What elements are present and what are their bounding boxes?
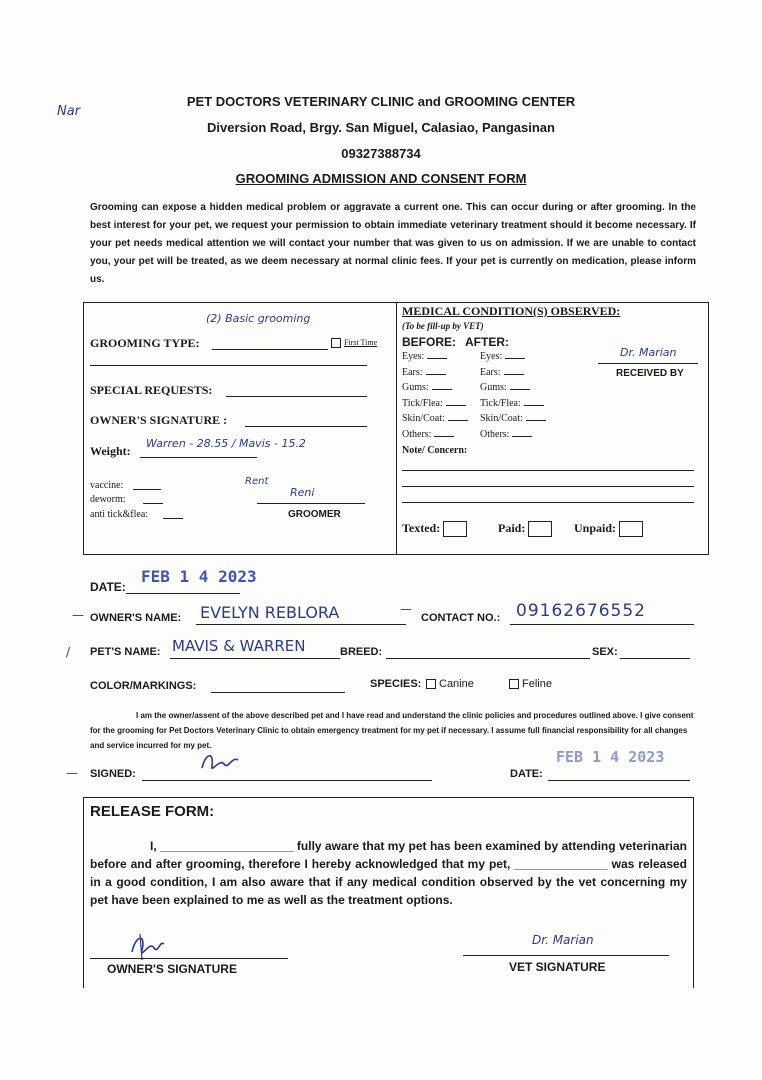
pet-name-field[interactable] [170, 658, 340, 659]
pet-name-label: PET'S NAME: [90, 646, 161, 658]
clinic-address: Diversion Road, Brgy. San Miguel, Calasiao, Pangasinan [207, 120, 555, 135]
release-owner-signature-label: OWNER'S SIGNATURE [107, 962, 237, 976]
canine-option[interactable] [426, 678, 474, 690]
breed-label: BREED: [340, 646, 383, 658]
paid-checkbox[interactable] [528, 521, 552, 537]
release-owner-signature-field[interactable] [90, 958, 288, 959]
before-item-field[interactable] [426, 374, 446, 375]
consent-date-label: DATE: [510, 768, 543, 780]
before-item [402, 351, 468, 367]
before-list [402, 351, 468, 444]
form-title: GROOMING ADMISSION AND CONSENT FORM [235, 171, 527, 186]
grooming-type-label: GROOMING TYPE: [90, 336, 200, 350]
groomer-label: GROOMER [288, 509, 341, 520]
paid-label: Paid: [498, 521, 526, 535]
owner-signature-field[interactable] [245, 426, 367, 427]
release-title: RELEASE FORM: [90, 803, 215, 820]
before-item [402, 429, 468, 445]
feline-option[interactable] [509, 678, 552, 690]
after-item-label: Tick/Flea: [480, 397, 521, 409]
owner-signature-mark [196, 748, 242, 776]
canine-checkbox[interactable] [426, 679, 436, 689]
date-field[interactable] [126, 593, 240, 594]
texted-option[interactable] [402, 521, 467, 537]
signed-label: SIGNED: [90, 768, 136, 780]
before-label: BEFORE: [402, 335, 456, 349]
first-time-checkbox[interactable] [331, 338, 341, 348]
after-label: AFTER: [465, 335, 509, 349]
after-item-field[interactable] [526, 420, 546, 421]
before-item [402, 398, 468, 414]
after-item-field[interactable] [504, 374, 524, 375]
sex-label: SEX: [592, 646, 618, 658]
color-label: COLOR/MARKINGS: [90, 680, 197, 692]
before-item-field[interactable] [448, 420, 468, 421]
box-divider [396, 302, 397, 555]
contact-label: CONTACT NO.: [421, 612, 501, 624]
after-item [480, 351, 546, 367]
clinic-name: PET DOCTORS VETERINARY CLINIC and GROOMING CENTER [186, 94, 576, 109]
contact-tick: — [400, 602, 412, 616]
owner-signature-label: OWNER'S SIGNATURE : [90, 413, 228, 427]
medical-subtitle: (To be fill-up by VET) [402, 321, 484, 331]
note-label: Note/ Concern: [402, 445, 468, 456]
before-item-label: Ears: [402, 366, 423, 378]
pet-name-value: MAVIS & WARREN [172, 637, 306, 655]
note-line-3[interactable] [402, 502, 694, 503]
note-line-2[interactable] [402, 486, 694, 487]
received-by-field[interactable] [598, 363, 698, 364]
deworm-field[interactable] [143, 503, 163, 504]
texted-label: Texted: [402, 521, 441, 535]
groomer-note: Rent [245, 476, 269, 487]
special-requests-label: SPECIAL REQUESTS: [90, 383, 213, 397]
note-line-1[interactable] [402, 470, 694, 471]
unpaid-option[interactable] [574, 521, 643, 537]
before-item-label: Tick/Flea: [402, 397, 443, 409]
first-time-option[interactable] [331, 338, 377, 348]
vet-signature-field[interactable] [463, 955, 669, 956]
owner-name-tick: — [72, 608, 84, 622]
special-requests-field[interactable] [226, 396, 367, 397]
after-item [480, 413, 546, 429]
contact-field[interactable] [510, 624, 694, 625]
vet-signature-label: VET SIGNATURE [509, 960, 606, 974]
grooming-type-field[interactable] [212, 349, 328, 350]
release-text: I, ____________________ fully aware that my pet has been examined by attending veterinarian before and after grooming, therefore I hereby acknowledged that my pet, ______________ was released in a good condition, I am also aware that if any medical condition observed by the vet concerning my pet have been explained to me as well as the treatment options. [90, 839, 687, 907]
sex-field[interactable] [620, 658, 690, 659]
owner-name-label: OWNER'S NAME: [90, 612, 182, 624]
groomer-field[interactable] [257, 503, 365, 504]
before-item-label: Skin/Coat: [402, 413, 445, 424]
vaccine-label: vaccine: [90, 480, 124, 491]
feline-label: Feline [522, 678, 552, 690]
weight-field[interactable] [140, 457, 257, 458]
anti-tick-field[interactable] [163, 518, 183, 519]
before-item-field[interactable] [427, 358, 447, 359]
first-time-label: First Time [344, 338, 378, 348]
after-item-label: Eyes: [480, 351, 503, 362]
before-item-label: Others: [402, 428, 432, 440]
before-item-field[interactable] [434, 436, 454, 437]
consent-date-field[interactable] [548, 780, 690, 781]
after-item-field[interactable] [524, 405, 544, 406]
received-by-name: Dr. Marian [620, 346, 677, 359]
texted-checkbox[interactable] [443, 521, 467, 537]
grooming-type-line-2[interactable] [90, 365, 367, 366]
before-item-field[interactable] [446, 405, 466, 406]
signed-field[interactable] [142, 780, 432, 781]
unpaid-checkbox[interactable] [619, 521, 643, 537]
clinic-phone: 09327388734 [341, 146, 421, 161]
after-item [480, 429, 546, 445]
vaccine-field[interactable] [133, 489, 161, 490]
after-item-label: Others: [480, 428, 510, 440]
pet-name-tick: / [66, 645, 71, 659]
medical-title: MEDICAL CONDITION(S) OBSERVED: [402, 304, 621, 318]
intro-text: Grooming can expose a hidden medical problem or aggravate a current one. This can occur during or after grooming. In the best interest for your pet, we request your permission to obtain immediate veterinary treatment should it become necessary. If your pet needs medical attention we will contact your number that was given to us on admission. If we are unable to contact you, your pet will be treated, as we deem necessary at normal clinic fees. If your pet is currently on medication, please inform us. [90, 202, 696, 285]
owner-name-field[interactable] [196, 624, 406, 625]
after-list [480, 351, 546, 444]
after-item-label: Skin/Coat: [480, 413, 523, 424]
signed-tick: — [66, 766, 78, 780]
consent-text: I am the owner/assent of the above described pet and I have read and understand the clinic policies and procedures outlined above. I give consent for the grooming for Pet Doctors Veterinary Clinic to obtain emergency treatment for my pet if necessary. I assume full financial responsibility for all changes and service incurred for my pet. [90, 711, 694, 750]
after-item-field[interactable] [512, 436, 532, 437]
before-item-field[interactable] [432, 389, 452, 390]
before-item [402, 413, 468, 429]
deworm-label: deworm: [90, 494, 126, 505]
before-item [402, 382, 468, 398]
date-stamp: FEB 1 4 2023 [141, 567, 257, 586]
color-field[interactable] [211, 692, 345, 693]
anti-tick-label: anti tick&flea: [90, 509, 149, 520]
feline-checkbox[interactable] [509, 679, 519, 689]
vet-signature-name: Dr. Marian [532, 933, 594, 947]
canine-label: Canine [439, 678, 474, 690]
groomer-name: Reni [290, 486, 315, 499]
date-label: DATE: [90, 580, 126, 594]
after-item [480, 398, 546, 414]
after-item [480, 367, 546, 383]
breed-field[interactable] [386, 658, 590, 659]
consent-date-stamp: FEB 1 4 2023 [556, 748, 665, 766]
before-item [402, 367, 468, 383]
after-item-field[interactable] [510, 389, 530, 390]
received-by-label: RECEIVED BY [616, 368, 684, 379]
species-label: SPECIES: [370, 678, 422, 690]
owner-name-value: EVELYN REBLORA [200, 603, 340, 622]
after-item [480, 382, 546, 398]
contact-value: 09162676552 [516, 601, 646, 621]
paid-option[interactable] [498, 521, 552, 537]
before-item-label: Eyes: [402, 351, 425, 362]
after-item-label: Gums: [480, 382, 507, 393]
weight-value: Warren - 28.55 / Mavis - 15.2 [146, 437, 306, 450]
after-item-field[interactable] [505, 358, 525, 359]
margin-note: Nar [57, 104, 81, 119]
unpaid-label: Unpaid: [574, 521, 617, 535]
after-item-label: Ears: [480, 366, 501, 378]
before-item-label: Gums: [402, 382, 429, 393]
weight-label: Weight: [90, 444, 131, 458]
grooming-type-value: (2) Basic grooming [206, 312, 311, 325]
